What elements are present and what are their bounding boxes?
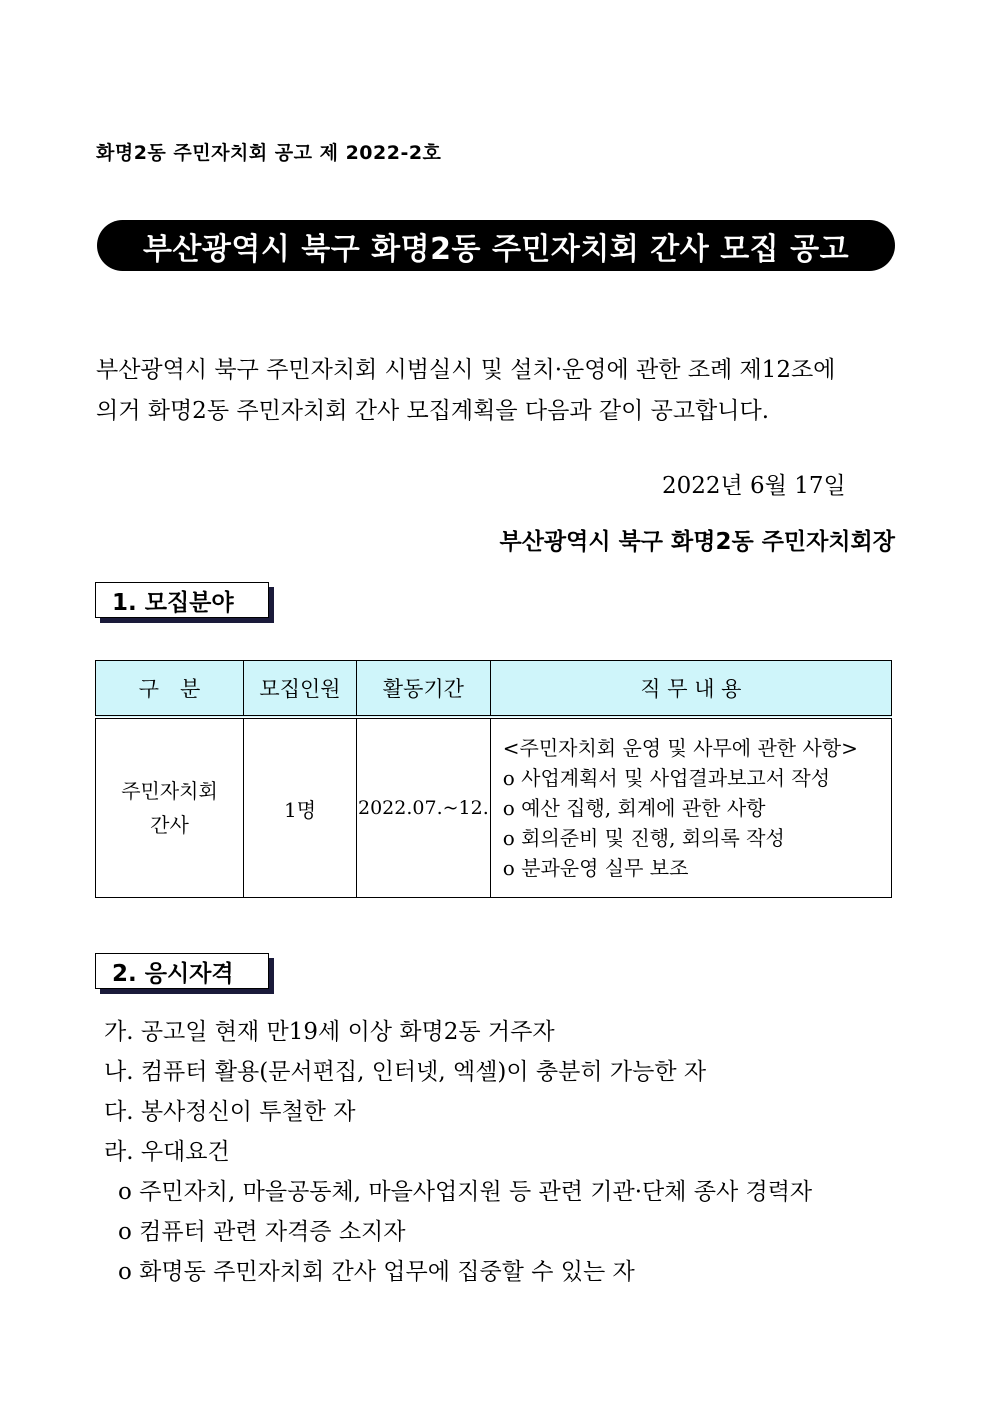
section-heading-qualifications: 2. 응시자격 <box>95 953 269 989</box>
cell-category <box>96 717 244 898</box>
duty-line: o 사업계획서 및 사업결과보고서 작성 <box>502 766 831 790</box>
list-item: 나. 컴퓨터 활용(문서편집, 인터넷, 엑셀)이 충분히 가능한 자 <box>104 1059 707 1085</box>
category-line: 주민자치회 <box>121 779 218 803</box>
duty-line: <주민자치회 운영 및 사무에 관한 사항> <box>502 736 858 760</box>
preference-item: o 주민자치, 마을공동체, 마을사업지원 등 관련 기관·단체 종사 경력자 <box>118 1179 813 1205</box>
notice-date: 2022년 6월 17일 <box>662 473 846 499</box>
cell-period: 2022.07.~12. <box>357 717 491 898</box>
intro-line-2: 의거 화명2동 주민자치회 간사 모집계획을 다음과 같이 공고합니다. <box>96 398 770 424</box>
section-heading-recruitment: 1. 모집분야 <box>95 582 269 618</box>
header-category: 구 분 <box>96 661 244 718</box>
notice-number: 화명2동 주민자치회 공고 제 2022-2호 <box>96 142 442 164</box>
duty-line: o 분과운영 실무 보조 <box>502 856 689 880</box>
page-title: 부산광역시 북구 화명2동 주민자치회 간사 모집 공고 <box>142 231 850 267</box>
cell-duties <box>490 717 891 898</box>
recruitment-table <box>95 660 892 898</box>
list-item: 가. 공고일 현재 만19세 이상 화명2동 거주자 <box>104 1019 555 1045</box>
table-row <box>96 717 892 898</box>
preference-item: o 컴퓨터 관련 자격증 소지자 <box>118 1219 406 1245</box>
category-line: 간사 <box>150 813 189 837</box>
duty-line: o 예산 집행, 회계에 관한 사항 <box>502 796 766 820</box>
signer: 부산광역시 북구 화명2동 주민자치회장 <box>499 529 895 555</box>
header-period: 활동기간 <box>357 661 491 718</box>
list-item: 다. 봉사정신이 투철한 자 <box>104 1099 356 1125</box>
list-item: 라. 우대요건 <box>104 1139 230 1165</box>
intro-paragraph <box>96 350 896 432</box>
header-count: 모집인원 <box>244 661 357 718</box>
qualifications-list <box>104 1012 812 1292</box>
header-duties: 직 무 내 용 <box>490 661 891 718</box>
title-banner <box>97 220 895 271</box>
preference-item: o 화명동 주민자치회 간사 업무에 집중할 수 있는 자 <box>118 1259 635 1285</box>
intro-line-1: 부산광역시 북구 주민자치회 시범실시 및 설치·운영에 관한 조례 제12조에 <box>96 357 836 383</box>
cell-count: 1명 <box>244 717 357 898</box>
table-header-row <box>96 661 892 718</box>
duty-line: o 회의준비 및 진행, 회의록 작성 <box>502 826 785 850</box>
